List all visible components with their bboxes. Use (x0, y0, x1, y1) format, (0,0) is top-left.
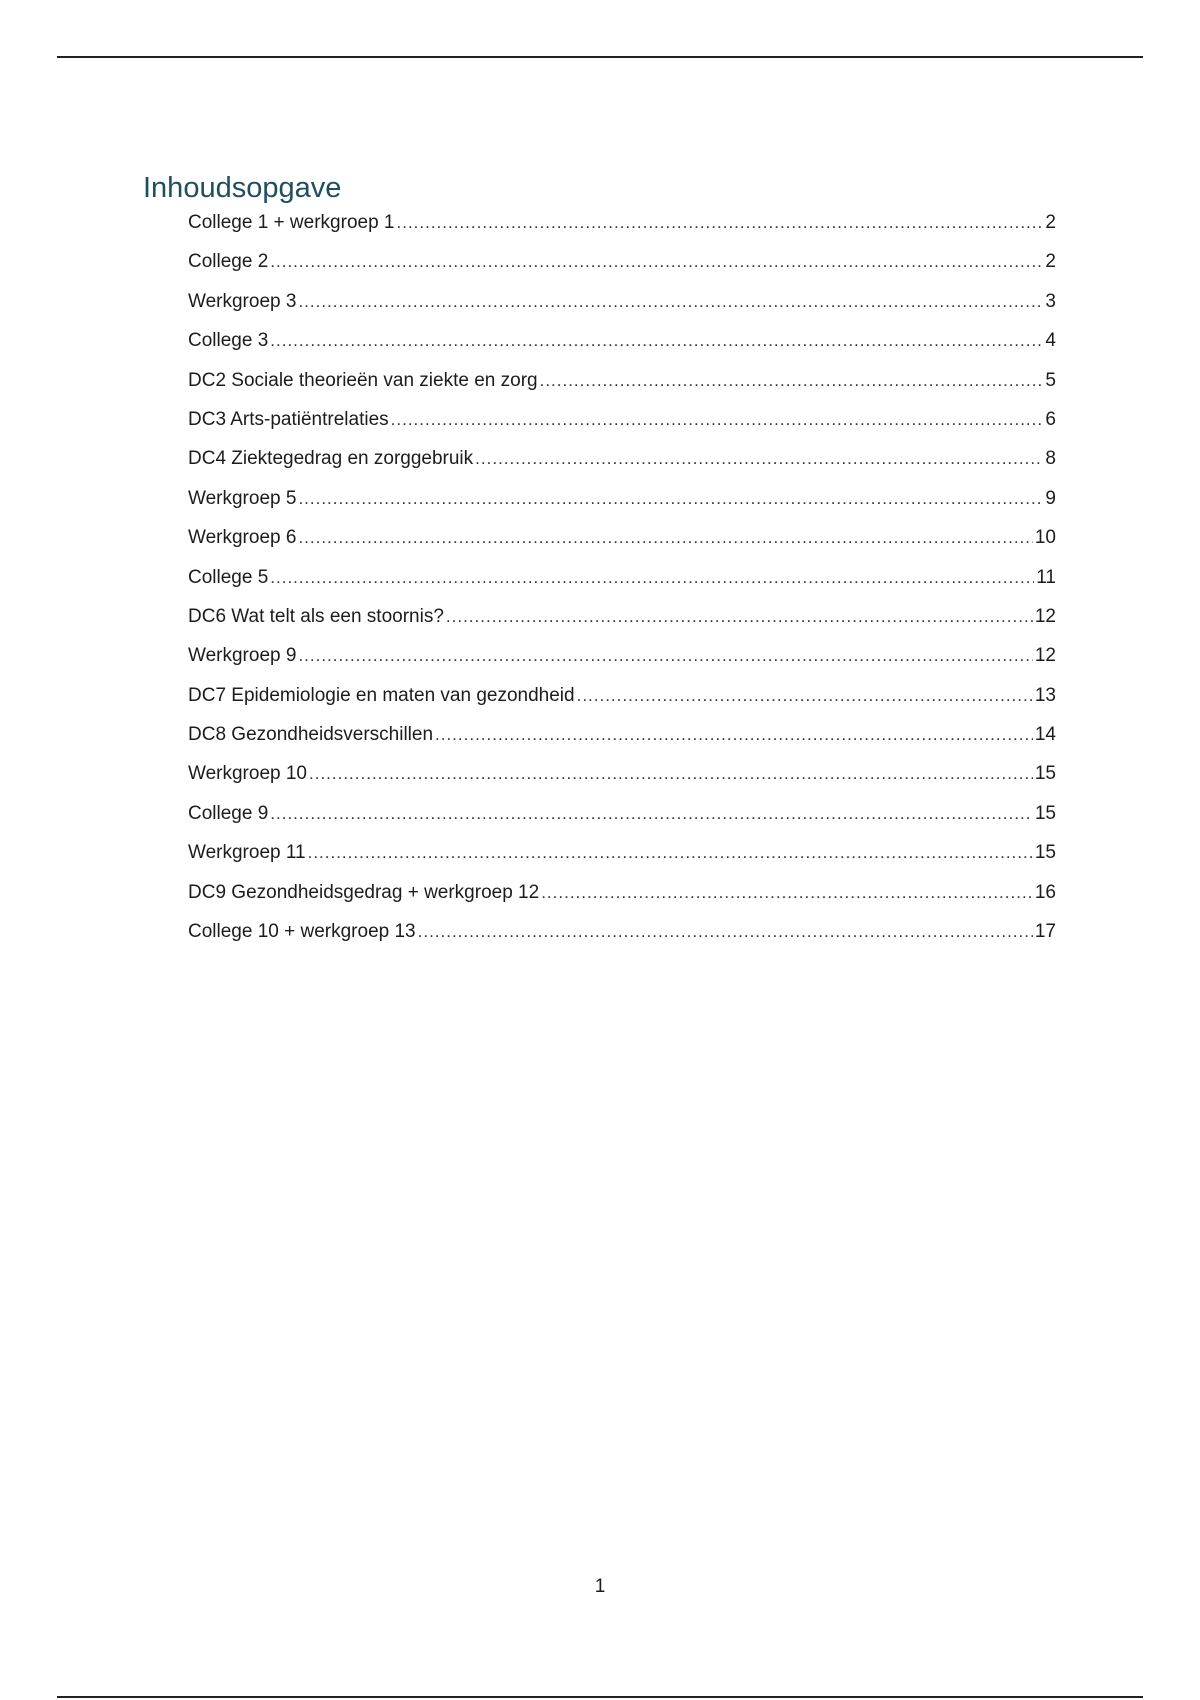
toc-entry-label: Werkgroep 10 (188, 763, 307, 785)
toc-dot-leader (298, 484, 1042, 514)
toc-entry-college-2[interactable] (188, 247, 1056, 286)
toc-entry-college-1[interactable] (188, 208, 1056, 247)
toc-entry-label: Werkgroep 5 (188, 487, 297, 509)
toc-dot-leader (270, 247, 1042, 277)
toc-entry-page: 15 (1034, 763, 1056, 785)
toc-entry-page: 2 (1045, 212, 1056, 233)
toc-entry-page: 14 (1034, 724, 1056, 746)
toc-dot-leader (270, 799, 1033, 829)
toc-entry-page: 17 (1034, 921, 1056, 943)
header-rule (57, 56, 1143, 58)
toc-entry-page: 15 (1034, 842, 1056, 864)
toc-entry-werkgroep-9[interactable] (188, 641, 1056, 680)
toc-dot-leader (270, 326, 1042, 356)
toc-entry-dc6[interactable] (188, 602, 1056, 641)
toc-title: Inhoudsopgave (143, 172, 342, 204)
toc-dot-leader (391, 405, 1042, 435)
toc-entry-page: 4 (1045, 330, 1056, 352)
toc-dot-leader (397, 208, 1043, 238)
toc-entry-page: 13 (1034, 684, 1056, 706)
toc-dot-leader (308, 838, 1033, 868)
toc-entry-label: Werkgroep 3 (188, 290, 297, 312)
toc-entry-page: 2 (1045, 251, 1056, 273)
toc-entry-page: 8 (1045, 448, 1056, 470)
toc-entry-page: 12 (1034, 605, 1056, 627)
toc-entry-label: DC7 Epidemiologie en maten van gezondheid (188, 684, 575, 706)
toc-entry-label: College 2 (188, 251, 269, 273)
toc-entry-dc4[interactable] (188, 444, 1056, 483)
toc-dot-leader (270, 563, 1034, 593)
toc-entry-label: College 5 (188, 566, 269, 588)
footer-rule (57, 1696, 1143, 1698)
toc-entry-page: 16 (1034, 881, 1056, 903)
toc-entry-werkgroep-3[interactable] (188, 287, 1056, 326)
toc-entry-label: DC4 Ziektegedrag en zorggebruik (188, 448, 474, 470)
toc-entry-page: 15 (1034, 802, 1056, 824)
toc-entry-page: 3 (1045, 290, 1056, 312)
toc-entry-dc7[interactable] (188, 681, 1056, 720)
toc-entry-werkgroep-10[interactable] (188, 759, 1056, 798)
toc-entry-college-9[interactable] (188, 799, 1056, 838)
toc-dot-leader (298, 523, 1032, 553)
toc-entry-page: 10 (1034, 527, 1056, 549)
toc-entry-college-10[interactable] (188, 917, 1056, 956)
toc-entry-dc2[interactable] (188, 366, 1056, 405)
toc-entry-page: 9 (1045, 487, 1056, 509)
toc-dot-leader (446, 602, 1033, 632)
toc-dot-leader (541, 878, 1033, 908)
toc-dot-leader (577, 681, 1033, 711)
toc-entry-label: Werkgroep 6 (188, 527, 297, 549)
toc-dot-leader (298, 287, 1042, 317)
toc-entry-label: College 10 + werkgroep 13 (188, 921, 416, 943)
toc-entry-page: 11 (1036, 566, 1056, 588)
toc-entry-label: DC8 Gezondheidsverschillen (188, 724, 434, 746)
toc-entry-werkgroep-5[interactable] (188, 484, 1056, 523)
toc-dot-leader (475, 444, 1042, 474)
toc-dot-leader (540, 366, 1042, 396)
toc-entry-werkgroep-6[interactable] (188, 523, 1056, 562)
toc-entry-college-3[interactable] (188, 326, 1056, 365)
toc-entry-label: Werkgroep 9 (188, 645, 297, 667)
toc-entry-college-5[interactable] (188, 563, 1056, 602)
toc-dot-leader (298, 641, 1032, 671)
toc-entry-label: Werkgroep 11 (188, 842, 306, 864)
toc-entry-dc8[interactable] (188, 720, 1056, 759)
table-of-contents (188, 208, 1056, 956)
toc-entry-label: College 3 (188, 330, 269, 352)
toc-entry-label: DC6 Wat telt als een stoornis? (188, 605, 444, 627)
toc-entry-dc9[interactable] (188, 878, 1056, 917)
toc-entry-label: DC9 Gezondheidsgedrag + werkgroep 12 (188, 881, 540, 903)
toc-dot-leader (418, 917, 1033, 947)
toc-entry-page: 12 (1034, 645, 1056, 667)
toc-entry-label: College 1 + werkgroep 1 (188, 212, 395, 233)
toc-entry-page: 5 (1045, 369, 1056, 391)
toc-entry-label: College 9 (188, 802, 269, 824)
toc-dot-leader (309, 759, 1033, 789)
page-number: 1 (594, 1576, 606, 1597)
toc-entry-label: DC2 Sociale theorieën van ziekte en zorg (188, 369, 538, 391)
toc-entry-label: DC3 Arts-patiëntrelaties (188, 408, 389, 430)
toc-entry-werkgroep-11[interactable] (188, 838, 1056, 877)
toc-entry-dc3[interactable] (188, 405, 1056, 444)
toc-entry-page: 6 (1045, 408, 1056, 430)
toc-dot-leader (435, 720, 1033, 750)
